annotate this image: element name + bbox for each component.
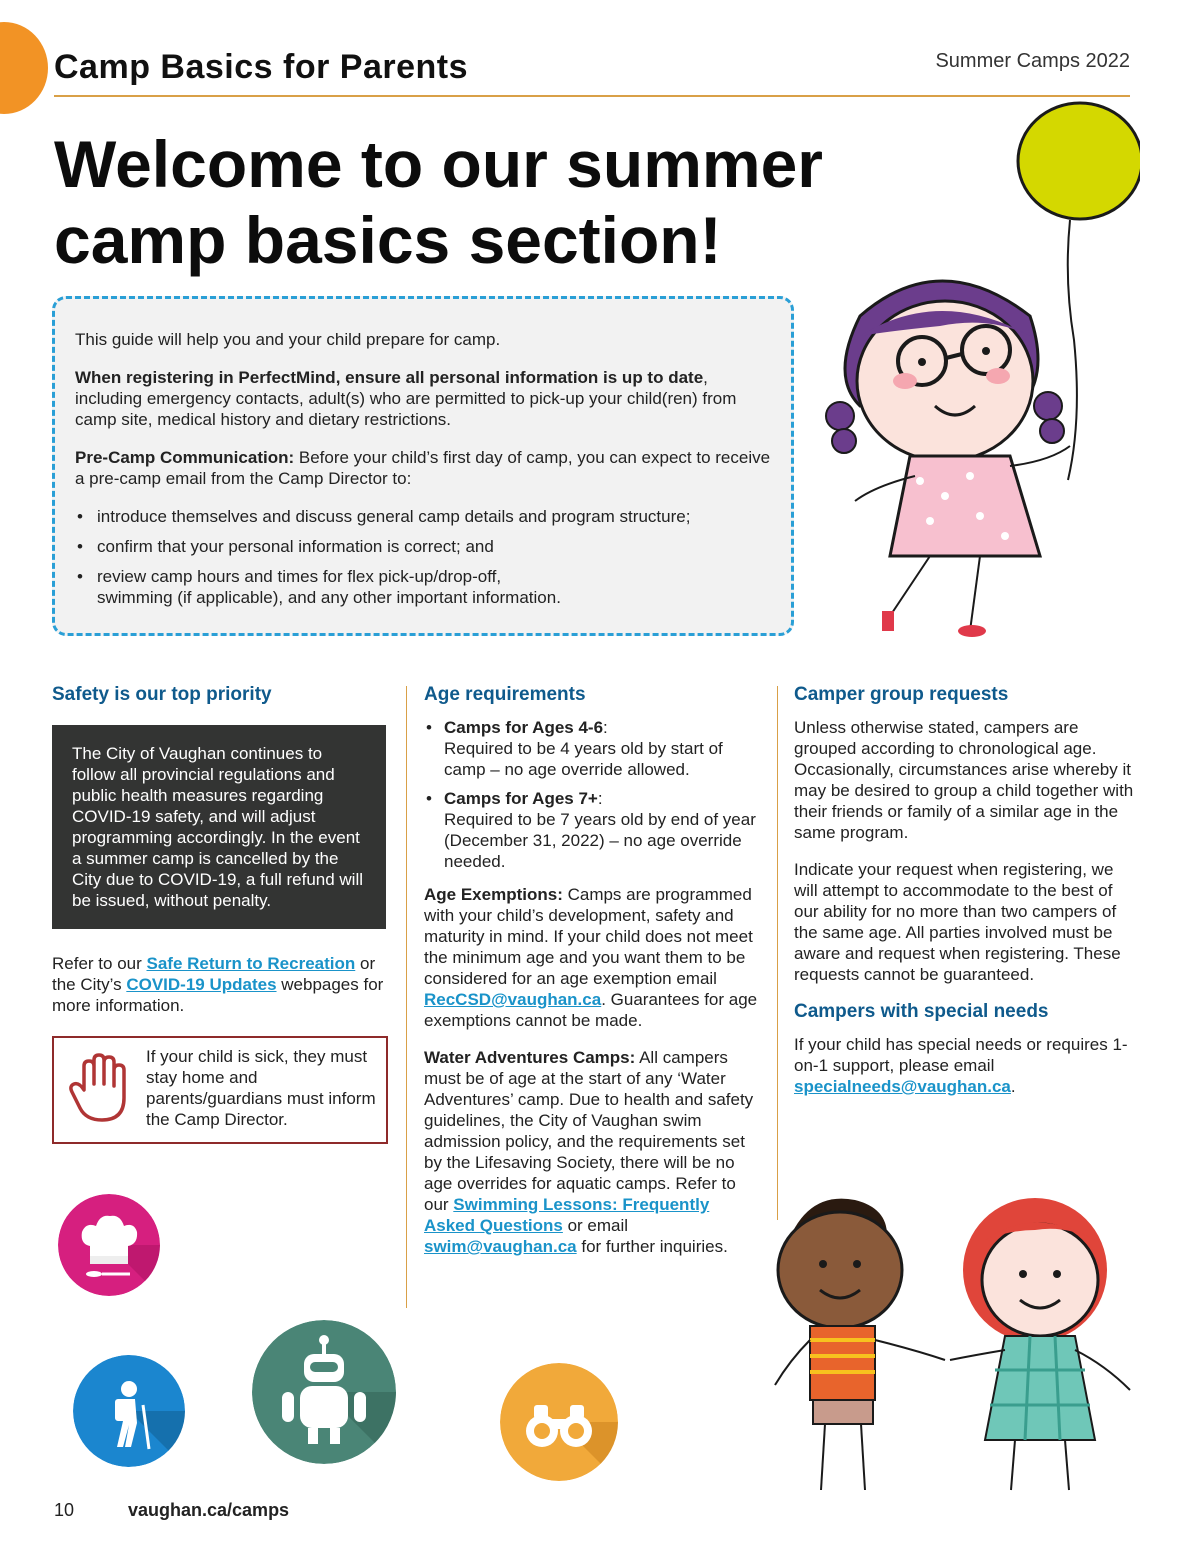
age-column [424,684,764,1273]
group-paragraph-2: Indicate your request when registering, we will attempt to accommodate to the best of our ability for no more than two campers of the same age. All parties involved must be aware and request when registering. These requests cannot be guaranteed. [794,860,1121,984]
water-text: All campers must be of age at the start of any ‘Water Adventures’ camp. Due to health and safety guidelines, the City of Vaughan swim admission policy, and the requirements set by the Lifesaving Society, there will be no age overrides for aquatic camps. Refer to our [424,1048,754,1214]
colon: : [597,789,603,808]
safe-return-link[interactable]: Safe Return to Recreation [146,954,356,973]
covid-updates-link[interactable]: COVID-19 Updates [126,975,277,994]
special-needs-tail: . [1010,1077,1016,1096]
age-list [424,717,764,872]
list-item: • confirm that your personal information is correct; and [75,536,771,557]
group-heading: Camper group requests [794,684,1009,705]
ages-4-6-text: Required to be 4 years old by start of camp – no age override allowed. [444,739,723,779]
section-title: Camp Basics for Parents [54,48,468,86]
age-heading: Age requirements [424,684,586,705]
refer-paragraph [52,953,392,1016]
age-exemptions-paragraph [424,884,764,1031]
exemptions-bold: Age Exemptions: [424,885,563,904]
robot-icon [252,1320,396,1464]
headline-line-2: camp basics section! [54,203,722,277]
covid-safety-box: The City of Vaughan continues to follow all provincial regulations and public health measures regarding COVID-19 safety, and will adjust programming accordingly. In the event a summer camp is cancelled by the City due to COVID-19, a full refund will be issued, without penalty. [52,725,386,929]
water-bold: Water Adventures Camps: [424,1048,636,1067]
ages-7-plus-text: Required to be 7 years old by end of year (December 31, 2022) – no age override needed. [444,810,756,871]
group-column [794,684,1138,1113]
precamp-bullet-list [75,506,771,608]
list-item [424,717,764,780]
list-item: • review camp hours and times for flex pick-up/drop-off, swimming (if applicable), and any other important information. [75,566,575,608]
water-adventures-paragraph [424,1047,764,1257]
sick-child-notice [52,1036,388,1144]
headline-line-1: Welcome to our summer [54,127,823,201]
page-number: 10 [54,1500,75,1520]
column-divider-2 [777,686,778,1220]
group-paragraph-1: Unless otherwise stated, campers are grouped according to chronological age. Occasionally, circumstances arise whereby it may be desired to group a child together with their friends or family of a similar age in the same program. [794,718,1134,842]
refer-suffix: webpages for more information. [52,975,384,1015]
chef-hat-icon [58,1194,160,1296]
binoculars-icon [500,1363,618,1481]
hiker-icon [73,1355,185,1467]
exemptions-tail: . Guarantees for age exemptions cannot be made. [424,990,758,1030]
precamp-bold: Pre-Camp Communication: [75,448,295,467]
colon: : [603,718,608,737]
sick-child-text: If your child is sick, they must stay home and parents/guardians must inform the Camp Director. [146,1047,376,1129]
orange-corner-tab [0,22,48,114]
refer-middle: or the City’s [52,954,376,994]
registering-paragraph [75,367,771,430]
registering-text: , including emergency contacts, adult(s) who are permitted to pick-up your child(ren) from camp site, medical history and dietary restrictions. [75,368,737,429]
refer-prefix: Refer to our [52,954,147,973]
water-mid: or email [562,1216,629,1235]
special-needs-email-link[interactable]: specialneeds@vaughan.ca [794,1077,1011,1096]
list-item: • introduce themselves and discuss general camp details and program structure; [75,506,771,527]
ages-7-plus-label: Camps for Ages 7+ [444,789,598,808]
registering-bold: When registering in PerfectMind, ensure all personal information is up to date [75,368,704,387]
swim-email-link[interactable]: swim@vaughan.ca [424,1237,577,1256]
water-tail: for further inquiries. [576,1237,728,1256]
intro-line: This guide will help you and your child prepare for camp. [75,330,501,349]
safety-heading: Safety is our top priority [52,684,272,705]
footer-url[interactable]: vaughan.ca/camps [128,1500,290,1520]
ages-4-6-label: Camps for Ages 4-6 [444,718,604,737]
page-headline [54,126,954,278]
precamp-text: Before your child’s first day of camp, you can expect to receive a pre-camp email from the Camp Director to: [75,448,771,488]
swimming-faq-link[interactable]: Swimming Lessons: Frequently Asked Questions [424,1195,710,1235]
girl-with-balloon-illustration [820,96,1140,646]
reccsd-email-link[interactable]: RecCSD@vaughan.ca [424,990,602,1009]
special-needs-heading: Campers with special needs [794,1001,1049,1022]
safety-column [52,684,392,1144]
list-item [424,788,764,872]
camp-prep-info-box [52,296,794,636]
exemptions-text: Camps are programmed with your child’s development, safety and maturity in mind. If your child does not meet the minimum age and you want them to be considered for an age exemption email [424,885,753,988]
stop-hand-icon [64,1052,136,1124]
column-divider-1 [406,686,407,1308]
precamp-paragraph [75,447,771,489]
special-needs-text: If your child has special needs or requires 1-on-1 support, please email [794,1035,1128,1075]
kids-holding-hands-illustration [765,1190,1145,1500]
publication-title: Summer Camps 2022 [935,50,1130,72]
special-needs-paragraph [794,1034,1138,1097]
